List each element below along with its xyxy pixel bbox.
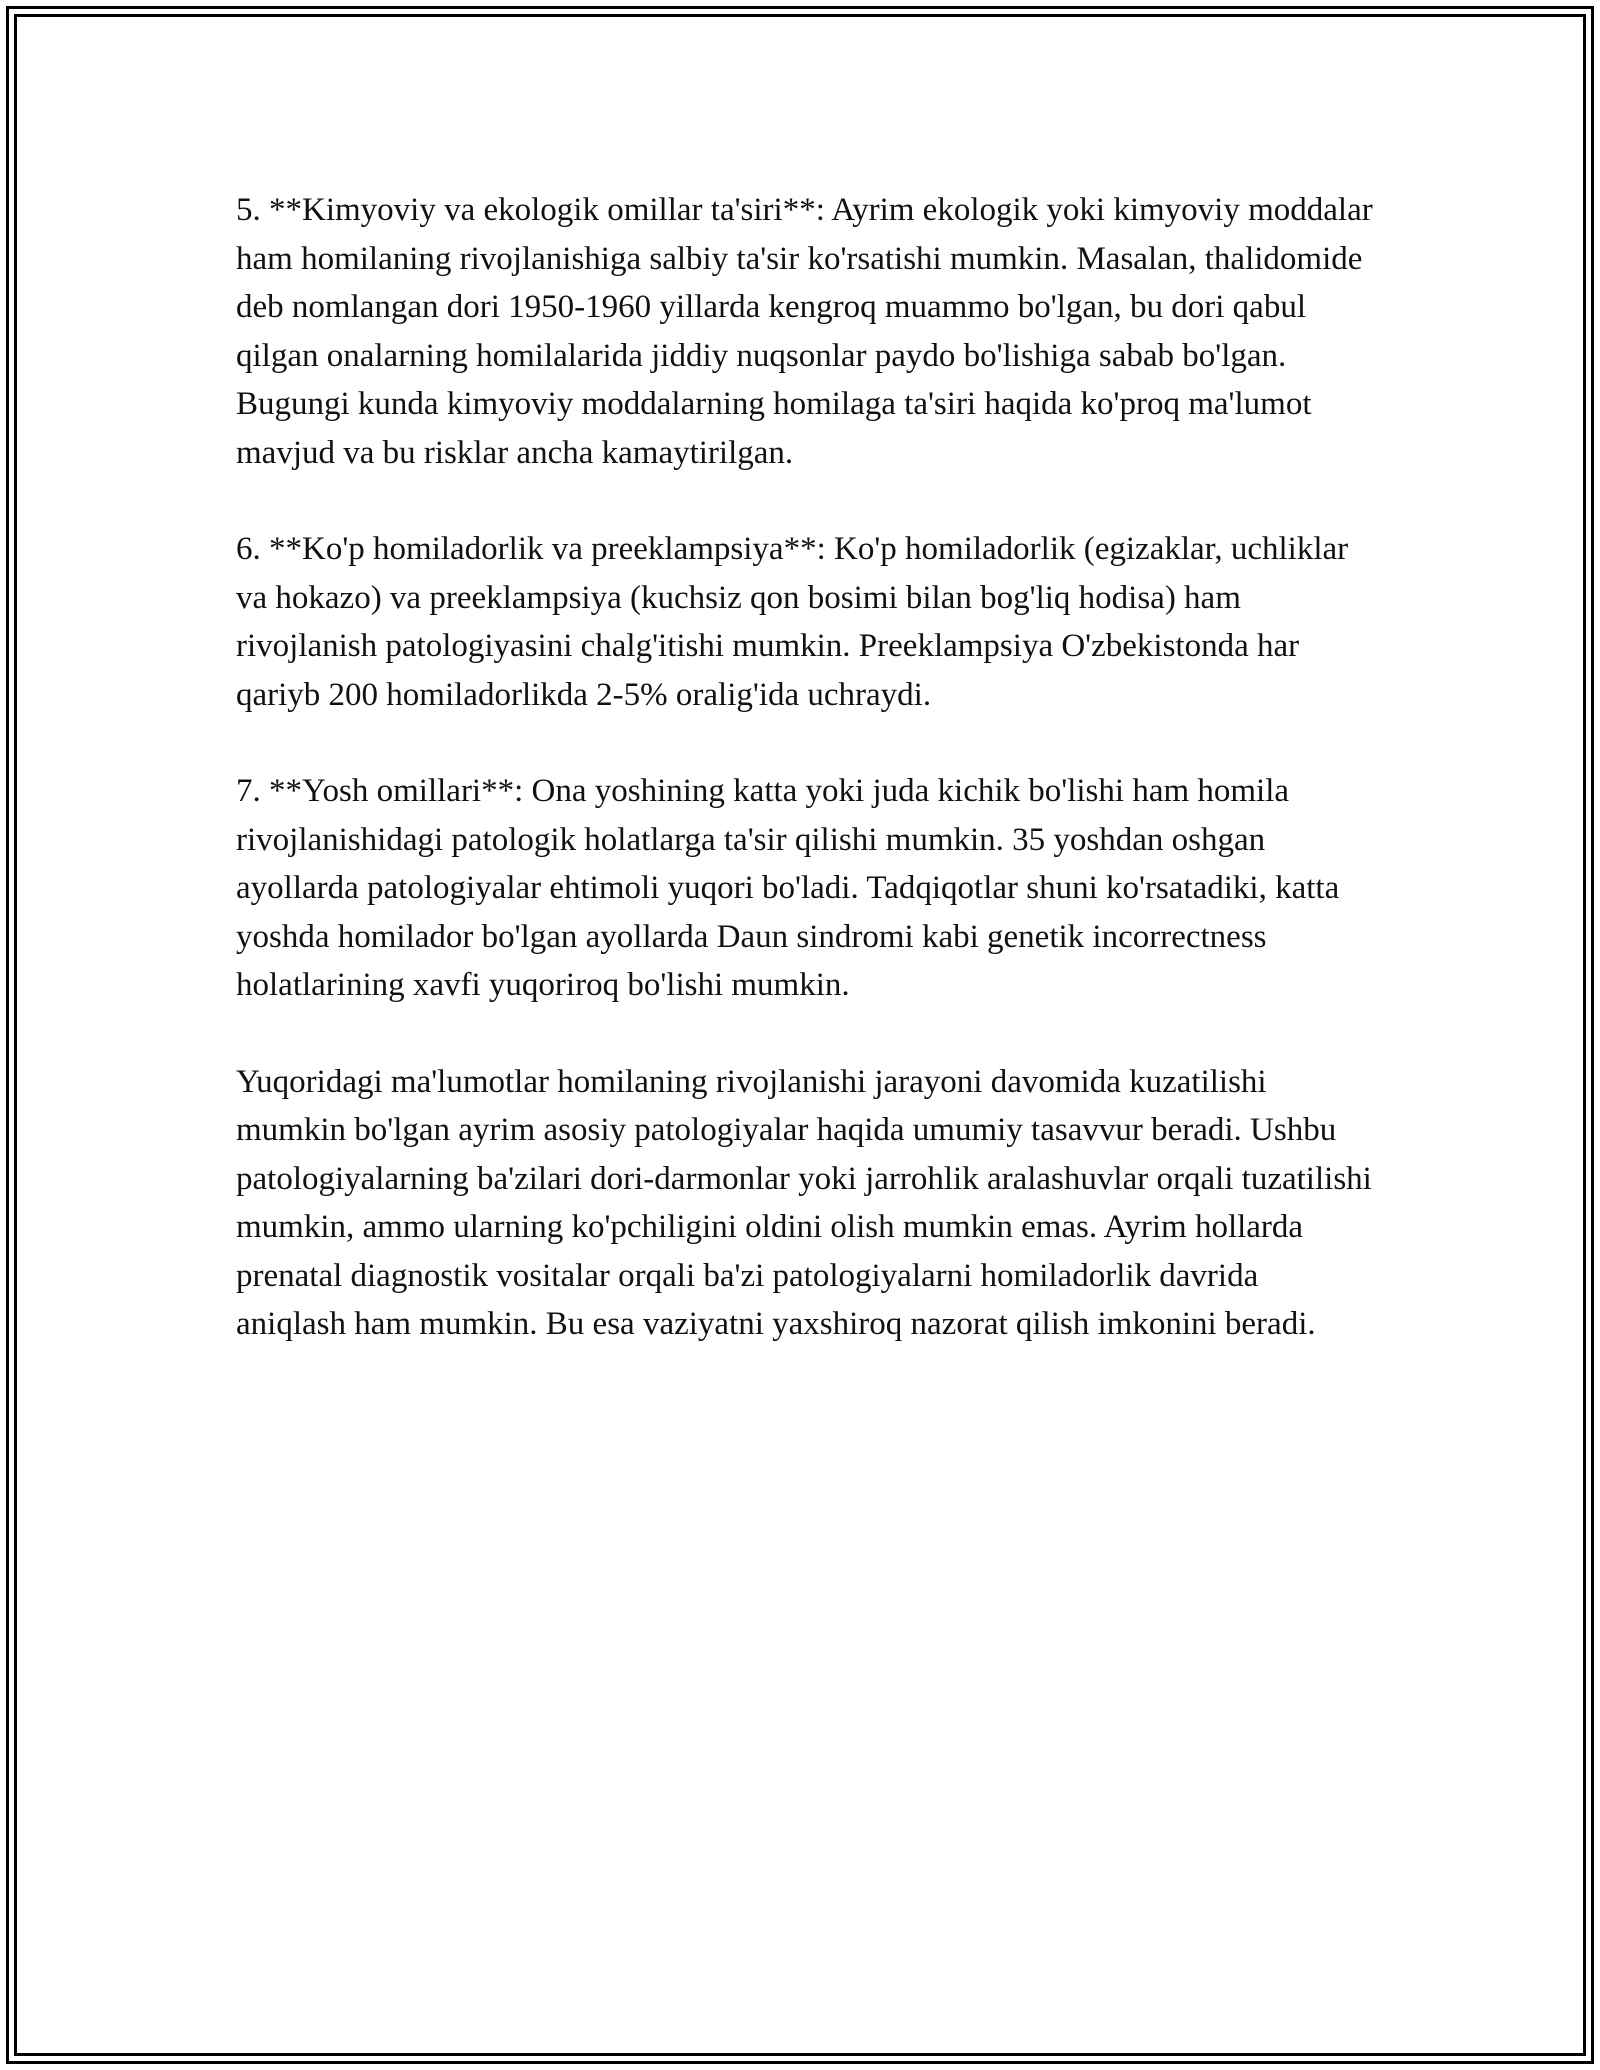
paragraph-conclusion: Yuqoridagi ma'lumotlar homilaning rivojlanishi jarayoni davomida kuzatilishi mumkin bo'lgan ayrim asosiy patologiyalar haqida umumiy tasavvur beradi. Ushbu patologiyalarning ba'zilari dori-darmonlar yoki jarrohlik aralashuvlar orqali tuzatilishi mumkin, ammo ularning ko'pchiligini oldini olish mumkin emas. Ayrim hollarda prenatal diagnostik vositalar orqali ba'zi patologiyalarni homiladorlik davrida aniqlash ham mumkin. Bu esa vaziyatni yaxshiroq nazorat qilish imkonini beradi.: [236, 1063, 1372, 1342]
paragraph-chemical-ecological-factors: 5. **Kimyoviy va ekologik omillar ta'siri**: Ayrim ekologik yoki kimyoviy moddalar ham homilaning rivojlanishiga salbiy ta'sir ko'rsatishi mumkin. Masalan, thalidomide deb nomlangan dori 1950-1960 yillarda kengroq muammo bo'lgan, bu dori qabul qilgan onalarning homilalarida jiddiy nuqsonlar paydo bo'lishiga sabab bo'lgan. Bugungi kunda kimyoviy moddalarning homilaga ta'siri haqida ko'proq ma'lumot mavjud va bu risklar ancha kamaytirilgan.: [236, 192, 1373, 471]
paragraph-multiple-pregnancy-preeclampsia: 6. **Ko'p homiladorlik va preeklampsiya**: Ko'p homiladorlik (egizaklar, uchliklar va hokazo) va preeklampsiya (kuchsiz qon bosimi bilan bog'liq hodisa) ham rivojlanish patologiyasini chalg'itishi mumkin. Preeklampsiya O'zbekistonda har qariyb 200 homiladorlikda 2-5% oralig'ida uchraydi.: [236, 531, 1349, 713]
paragraph-age-factors: 7. **Yosh omillari**: Ona yoshining katta yoki juda kichik bo'lishi ham homila rivojlanishidagi patologik holatlarga ta'sir qilishi mumkin. 35 yoshdan oshgan ayollarda patologiyalar ehtimoli yuqori bo'ladi. Tadqiqotlar shuni ko'rsatadiki, katta yoshda homilador bo'lgan ayollarda Daun sindromi kabi genetik incorrectness holatlarining xavfi yuqoriroq bo'lishi mumkin.: [236, 773, 1340, 1003]
document-body: [236, 186, 1376, 1397]
